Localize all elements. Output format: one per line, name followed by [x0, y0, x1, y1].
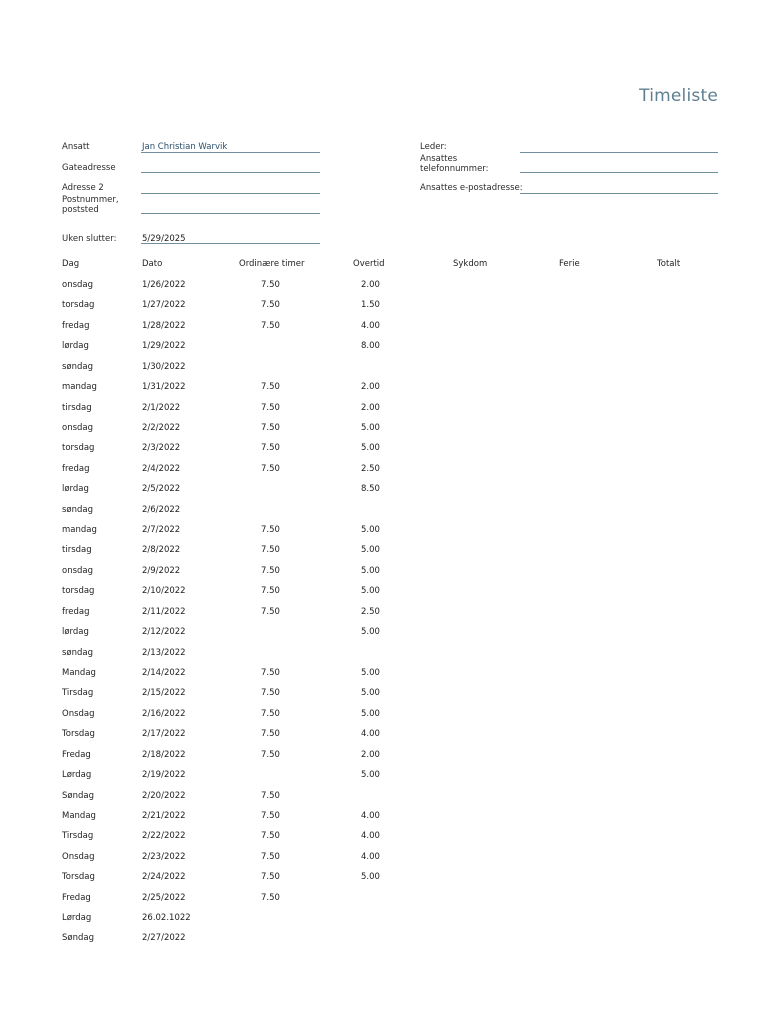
date-cell[interactable]: 2/23/2022 [142, 851, 186, 862]
ordinary-hours-cell[interactable]: 7.50 [261, 667, 280, 678]
ordinary-hours-cell[interactable]: 7.50 [261, 280, 280, 290]
day-cell[interactable]: lørdag [62, 341, 89, 352]
table-row [0, 770, 768, 790]
table-row [0, 423, 768, 443]
overtime-cell[interactable]: 2.00 [361, 749, 380, 760]
day-cell[interactable]: tirsdag [62, 545, 92, 556]
header-overtid: Overtid [353, 259, 385, 269]
header-dato: Dato [142, 259, 163, 269]
day-cell[interactable]: Torsdag [62, 872, 95, 883]
overtime-cell[interactable]: 5.00 [361, 688, 380, 699]
date-cell[interactable]: 2/12/2022 [142, 627, 186, 638]
day-cell[interactable]: Lørdag [62, 770, 92, 781]
day-cell[interactable]: Fredag [62, 892, 91, 903]
table-row [0, 729, 768, 749]
date-cell[interactable]: 2/13/2022 [142, 647, 186, 658]
date-cell[interactable]: 1/30/2022 [142, 361, 186, 372]
overtime-cell[interactable]: 5.00 [361, 708, 380, 719]
table-row [0, 852, 768, 872]
date-cell[interactable]: 2/7/2022 [142, 525, 181, 536]
table-row [0, 893, 768, 913]
ordinary-hours-cell[interactable]: 7.50 [261, 606, 280, 617]
date-cell[interactable]: 2/21/2022 [142, 810, 186, 821]
overtime-cell[interactable]: 2.50 [361, 606, 380, 617]
date-cell[interactable]: 2/15/2022 [142, 688, 186, 699]
table-row [0, 750, 768, 770]
ordinary-hours-cell[interactable]: 7.50 [261, 382, 280, 393]
ordinary-hours-cell[interactable]: 7.50 [261, 688, 280, 699]
header-totalt: Totalt [657, 259, 681, 269]
day-cell[interactable]: tirsdag [62, 402, 92, 413]
table-row [0, 627, 768, 647]
uken-slutter-label: Uken slutter: [62, 234, 117, 244]
day-cell[interactable]: Torsdag [62, 729, 95, 740]
ordinary-hours-cell[interactable]: 7.50 [261, 463, 280, 474]
overtime-cell[interactable]: 4.00 [361, 831, 380, 842]
header-ordinaere: Ordinære timer [239, 259, 305, 269]
telefon-label-line1: Ansattes [420, 154, 458, 164]
table-row [0, 525, 768, 545]
overtime-cell[interactable]: 2.00 [361, 280, 380, 290]
overtime-cell[interactable]: 1.50 [361, 300, 380, 311]
overtime-cell[interactable]: 5.00 [361, 586, 380, 597]
overtime-cell[interactable]: 5.00 [361, 667, 380, 678]
gateadresse-label: Gateadresse [62, 163, 116, 173]
ordinary-hours-cell[interactable]: 7.50 [261, 545, 280, 556]
telefon-label [420, 154, 489, 174]
table-row [0, 566, 768, 586]
postnummer-label-line2: poststed [62, 205, 99, 215]
ordinary-hours-cell[interactable]: 7.50 [261, 872, 280, 883]
overtime-cell[interactable]: 8.00 [361, 341, 380, 352]
table-row [0, 300, 768, 320]
table-row [0, 607, 768, 627]
table-row [0, 545, 768, 565]
day-cell[interactable]: søndag [62, 504, 94, 515]
table-row [0, 484, 768, 504]
day-cell[interactable]: Lørdag [62, 913, 92, 924]
day-cell[interactable]: Mandag [62, 667, 96, 678]
day-cell[interactable]: Søndag [62, 933, 94, 944]
ordinary-hours-cell[interactable]: 7.50 [261, 443, 280, 454]
day-cell[interactable]: Tirsdag [62, 688, 94, 699]
overtime-cell[interactable]: 5.00 [361, 872, 380, 883]
day-cell[interactable]: mandag [62, 382, 97, 393]
day-cell[interactable]: torsdag [62, 300, 95, 311]
date-cell[interactable]: 1/26/2022 [142, 280, 186, 290]
table-row [0, 709, 768, 729]
date-cell[interactable]: 2/1/2022 [142, 402, 181, 413]
date-cell[interactable]: 2/22/2022 [142, 831, 186, 842]
table-row [0, 341, 768, 361]
overtime-cell[interactable]: 2.50 [361, 463, 380, 474]
postnummer-field[interactable] [141, 213, 320, 214]
date-cell[interactable]: 2/16/2022 [142, 708, 186, 719]
day-cell[interactable]: onsdag [62, 565, 94, 576]
overtime-cell[interactable]: 5.00 [361, 627, 380, 638]
epost-field[interactable] [520, 193, 718, 194]
table-row [0, 831, 768, 851]
day-cell[interactable]: Onsdag [62, 708, 95, 719]
uken-slutter-value[interactable]: 5/29/2025 [142, 234, 186, 244]
header-sykdom: Sykdom [453, 259, 488, 269]
leder-label: Leder: [420, 142, 447, 152]
table-row [0, 811, 768, 831]
ordinary-hours-cell[interactable]: 7.50 [261, 402, 280, 413]
header-dag: Dag [62, 259, 80, 269]
date-cell[interactable]: 26.02.1022 [142, 913, 191, 924]
table-row [0, 505, 768, 525]
date-cell[interactable]: 2/25/2022 [142, 892, 186, 903]
overtime-cell[interactable]: 4.00 [361, 851, 380, 862]
ordinary-hours-cell[interactable]: 7.50 [261, 565, 280, 576]
table-row [0, 688, 768, 708]
ordinary-hours-cell[interactable]: 7.50 [261, 831, 280, 842]
ordinary-hours-cell[interactable]: 7.50 [261, 525, 280, 536]
day-cell[interactable]: Søndag [62, 790, 94, 801]
telefon-field[interactable] [520, 172, 718, 173]
day-cell[interactable]: lørdag [62, 484, 89, 495]
table-row [0, 403, 768, 423]
day-cell[interactable]: torsdag [62, 586, 95, 597]
ordinary-hours-cell[interactable]: 7.50 [261, 729, 280, 740]
ordinary-hours-cell[interactable]: 7.50 [261, 851, 280, 862]
table-row [0, 586, 768, 606]
table-row [0, 668, 768, 688]
overtime-cell[interactable]: 8.50 [361, 484, 380, 495]
epost-label: Ansattes e-postadresse: [420, 183, 523, 193]
overtime-cell[interactable]: 4.00 [361, 810, 380, 821]
header-ferie: Ferie [559, 259, 580, 269]
table-row [0, 443, 768, 463]
day-cell[interactable]: fredag [62, 320, 90, 331]
overtime-cell[interactable]: 5.00 [361, 545, 380, 556]
table-row [0, 280, 768, 300]
date-cell[interactable]: 1/29/2022 [142, 341, 186, 352]
table-row [0, 791, 768, 811]
overtime-cell[interactable]: 5.00 [361, 770, 380, 781]
table-row [0, 872, 768, 892]
ordinary-hours-cell[interactable]: 7.50 [261, 892, 280, 903]
date-cell[interactable]: 2/10/2022 [142, 586, 186, 597]
day-cell[interactable]: Onsdag [62, 851, 95, 862]
day-cell[interactable]: Fredag [62, 749, 91, 760]
ordinary-hours-cell[interactable]: 7.50 [261, 300, 280, 311]
date-cell[interactable]: 2/11/2022 [142, 606, 186, 617]
overtime-cell[interactable]: 2.00 [361, 402, 380, 413]
day-cell[interactable]: søndag [62, 361, 94, 372]
ordinary-hours-cell[interactable]: 7.50 [261, 320, 280, 331]
date-cell[interactable]: 2/6/2022 [142, 504, 181, 515]
ansatt-line [141, 152, 320, 153]
day-cell[interactable]: søndag [62, 647, 94, 658]
table-row [0, 321, 768, 341]
day-cell[interactable]: Tirsdag [62, 831, 94, 842]
table-row [0, 648, 768, 668]
date-cell[interactable]: 2/14/2022 [142, 667, 186, 678]
table-row [0, 382, 768, 402]
date-cell[interactable]: 2/9/2022 [142, 565, 181, 576]
date-cell[interactable]: 2/4/2022 [142, 463, 181, 474]
ordinary-hours-cell[interactable]: 7.50 [261, 708, 280, 719]
leder-field[interactable] [520, 152, 718, 153]
overtime-cell[interactable]: 4.00 [361, 729, 380, 740]
day-cell[interactable]: lørdag [62, 627, 89, 638]
date-cell[interactable]: 1/28/2022 [142, 320, 186, 331]
day-cell[interactable]: torsdag [62, 443, 95, 454]
ansatt-label: Ansatt [62, 142, 90, 152]
adresse2-field[interactable] [141, 193, 320, 194]
day-cell[interactable]: fredag [62, 463, 90, 474]
ordinary-hours-cell[interactable]: 7.50 [261, 586, 280, 597]
overtime-cell[interactable]: 4.00 [361, 320, 380, 331]
table-row [0, 362, 768, 382]
date-cell[interactable]: 2/18/2022 [142, 749, 186, 760]
gateadresse-field[interactable] [141, 172, 320, 173]
postnummer-label-line1: Postnummer, [62, 195, 119, 205]
date-cell[interactable]: 2/17/2022 [142, 729, 186, 740]
date-cell[interactable]: 2/3/2022 [142, 443, 181, 454]
ansatt-value[interactable]: Jan Christian Warvik [142, 142, 228, 152]
day-cell[interactable]: mandag [62, 525, 97, 536]
adresse2-label: Adresse 2 [62, 183, 104, 193]
date-cell[interactable]: 2/20/2022 [142, 790, 186, 801]
table-row [0, 464, 768, 484]
overtime-cell[interactable]: 5.00 [361, 443, 380, 454]
table-row [0, 933, 768, 953]
date-cell[interactable]: 2/24/2022 [142, 872, 186, 883]
page-title: Timeliste [639, 86, 718, 106]
telefon-label-line2: telefonnummer: [420, 164, 489, 174]
day-cell[interactable]: onsdag [62, 280, 94, 290]
day-cell[interactable]: onsdag [62, 422, 94, 433]
day-cell[interactable]: fredag [62, 606, 90, 617]
date-cell[interactable]: 1/27/2022 [142, 300, 186, 311]
table-row [0, 913, 768, 933]
date-cell[interactable]: 2/19/2022 [142, 770, 186, 781]
overtime-cell[interactable]: 2.00 [361, 382, 380, 393]
date-cell[interactable]: 2/5/2022 [142, 484, 181, 495]
overtime-cell[interactable]: 5.00 [361, 422, 380, 433]
overtime-cell[interactable]: 5.00 [361, 565, 380, 576]
uken-slutter-line [141, 243, 320, 244]
ordinary-hours-cell[interactable]: 7.50 [261, 790, 280, 801]
ordinary-hours-cell[interactable]: 7.50 [261, 422, 280, 433]
overtime-cell[interactable]: 5.00 [361, 525, 380, 536]
postnummer-label [62, 195, 119, 215]
date-cell[interactable]: 2/8/2022 [142, 545, 181, 556]
ordinary-hours-cell[interactable]: 7.50 [261, 810, 280, 821]
ordinary-hours-cell[interactable]: 7.50 [261, 749, 280, 760]
day-cell[interactable]: Mandag [62, 810, 96, 821]
date-cell[interactable]: 2/27/2022 [142, 933, 186, 944]
date-cell[interactable]: 1/31/2022 [142, 382, 186, 393]
date-cell[interactable]: 2/2/2022 [142, 422, 181, 433]
